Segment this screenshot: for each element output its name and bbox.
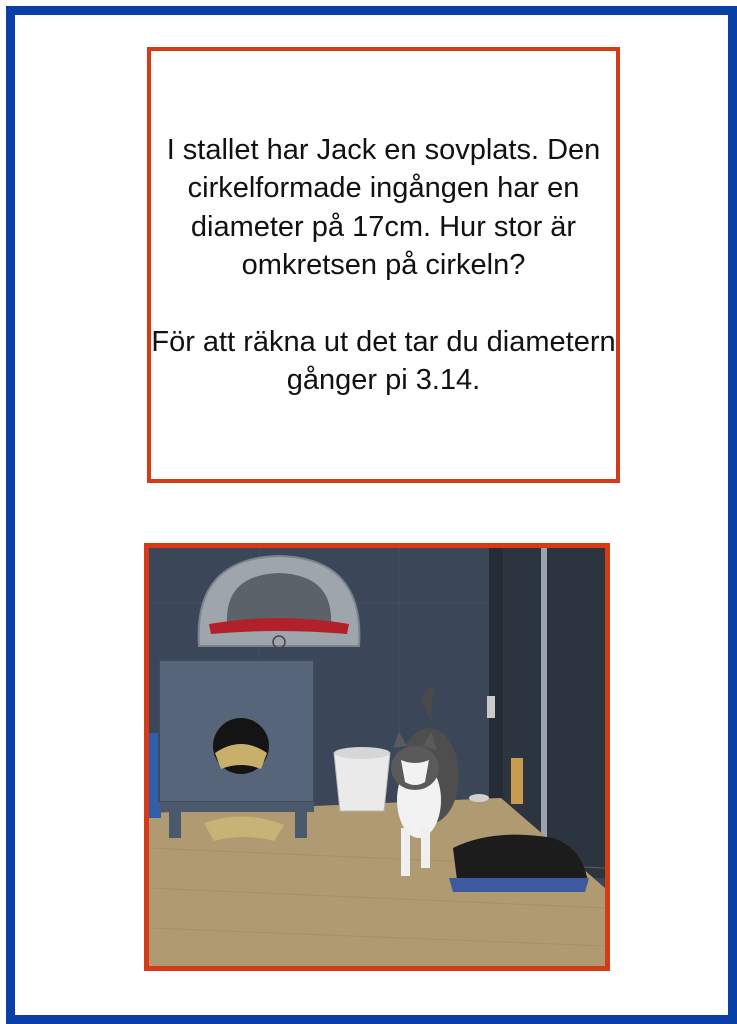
hint-text: För att räkna ut det tar du diametern gånger pi 3.14. [151, 325, 616, 396]
water-bucket [334, 753, 390, 811]
question-text: I stallet har Jack en sovplats. Den cirkelformade ingången har en diameter på 17cm. Hur stor är omkretsen på cirkeln? [166, 133, 601, 281]
stable-photo [149, 548, 605, 966]
photo-card [144, 543, 610, 971]
question-card [147, 47, 620, 483]
